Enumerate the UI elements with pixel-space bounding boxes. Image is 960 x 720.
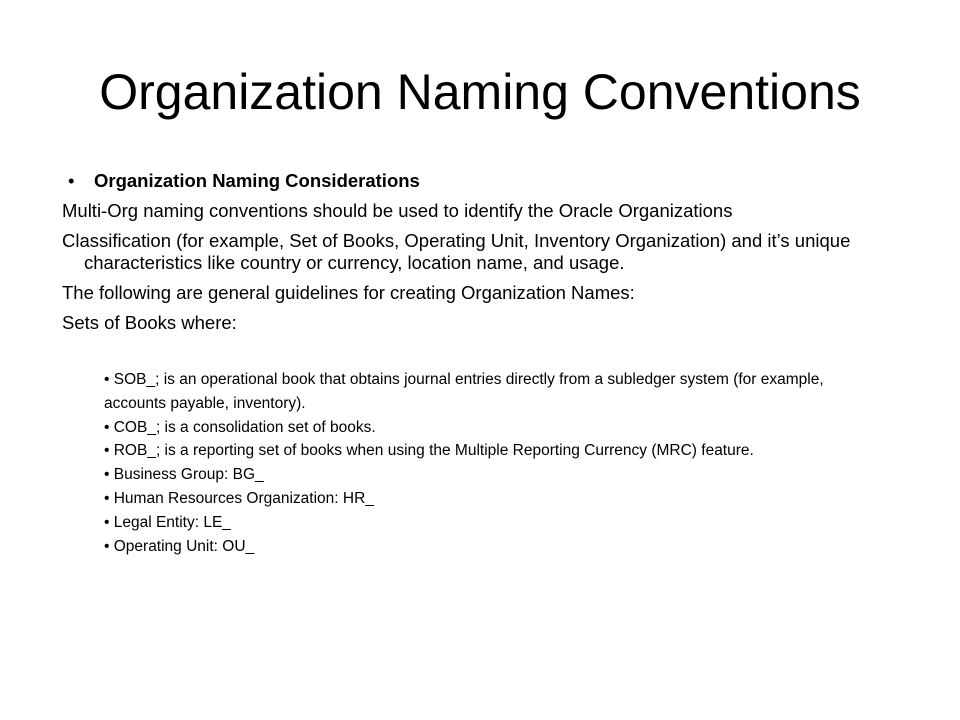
paragraph-classification: Classification (for example, Set of Books, Operating Unit, Inventory Organization) and it’s unique characteristics like country or currency, location name, and usage. [62,230,851,273]
sub-item-business-group: • Business Group: BG_ [104,466,264,484]
sub-item-sob: • SOB_; is an operational book that obtains journal entries directly from a subledger system (for example, accounts payable, inventory). [104,371,824,412]
sub-item-legal-entity: • Legal Entity: LE_ [104,513,231,531]
sub-item-hr: • Human Resources Organization: HR_ [104,489,374,507]
paragraph-sets-of-books: Sets of Books where: [62,312,237,333]
bullet-heading [62,170,872,192]
slide-body [62,170,872,342]
paragraph-guidelines: The following are general guidelines for creating Organization Names: [62,282,635,303]
sub-list [104,368,864,558]
paragraph-multi-org: Multi-Org naming conventions should be used to identify the Oracle Organizations [62,200,733,221]
sub-item-cob: • COB_; is a consolidation set of books. [104,418,376,436]
sub-item-rob: • ROB_; is a reporting set of books when using the Multiple Reporting Currency (MRC) feature. [104,442,754,460]
bullet-icon: • [68,170,75,191]
slide-title: Organization Naming Conventions [99,64,861,120]
bullet-heading-text: Organization Naming Considerations [94,170,420,191]
sub-item-operating-unit: • Operating Unit: OU_ [104,537,255,555]
